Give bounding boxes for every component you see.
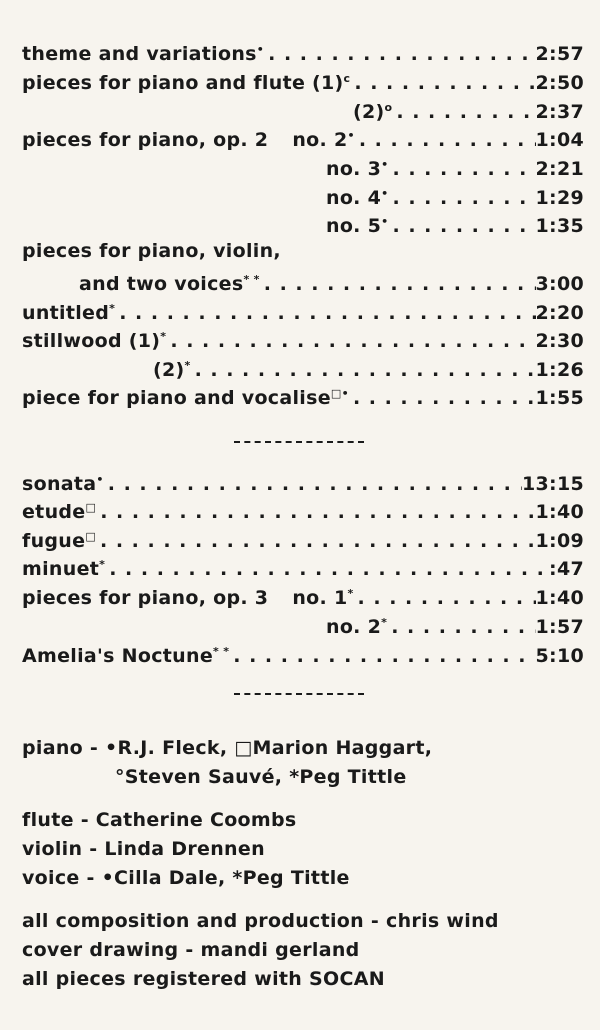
credit-composition: all composition and production - chris wind (22, 910, 499, 932)
performer-mark: • (381, 215, 389, 228)
section-separator (234, 441, 364, 443)
track-row (22, 180, 584, 208)
track-duration: 2:21 (535, 158, 584, 180)
track-title: untitled (22, 302, 110, 324)
performer-mark: * (347, 587, 354, 600)
dot-leader (355, 126, 536, 154)
credit-voice: voice - •Cilla Dale, *Peg Tittle (22, 867, 350, 889)
track-title: no. 2 (326, 616, 382, 638)
track-title: pieces for piano, violin, (22, 240, 281, 262)
track-title: minuet (22, 558, 100, 580)
dot-leader (387, 613, 535, 641)
credit-piano-line2: °Steven Sauvé, *Peg Tittle (115, 766, 407, 788)
track-title: no. 5 (326, 215, 382, 237)
performer-mark: * (109, 302, 116, 315)
performer-mark: • (347, 129, 355, 142)
dot-leader (229, 642, 535, 670)
track-title: pieces for piano and flute (1) (22, 72, 344, 94)
track-duration: 13:15 (522, 473, 584, 495)
track-duration: 2:57 (535, 43, 584, 65)
track-row (22, 352, 584, 380)
performer-mark: • (256, 43, 265, 56)
dot-leader (96, 498, 535, 526)
track-title: theme and variations (22, 43, 257, 65)
performer-mark: * (99, 558, 106, 571)
credit-registration: all pieces registered with SOCAN (22, 968, 385, 990)
track-title: etude (22, 501, 86, 523)
track-row (22, 466, 584, 494)
track-duration: 2:50 (535, 72, 584, 94)
track-title: and two voices (79, 273, 244, 295)
track-row (22, 380, 584, 408)
performer-mark: * (160, 330, 167, 343)
track-row (22, 36, 584, 64)
dot-leader (388, 212, 535, 240)
performer-mark: □• (330, 387, 349, 400)
track-duration: 3:00 (535, 273, 584, 295)
track-row (22, 65, 584, 93)
track-title: no. 3 (326, 158, 382, 180)
track-row (22, 151, 584, 179)
track-title: pieces for piano, op. 3 (22, 587, 269, 609)
track-title: (2) (353, 101, 385, 123)
track-row (22, 323, 584, 351)
track-duration: 1:29 (535, 187, 584, 209)
performer-mark: * * (243, 273, 260, 286)
track-duration: 1:57 (535, 616, 584, 638)
track-title: no. 4 (326, 187, 382, 209)
track-duration: 2:20 (535, 302, 584, 324)
track-row (22, 551, 584, 579)
track-row (22, 638, 584, 666)
track-row (22, 295, 584, 323)
track-row (22, 523, 584, 551)
track-row (22, 208, 584, 236)
track-row (22, 609, 584, 637)
performer-mark: • (96, 473, 104, 486)
track-row (22, 580, 584, 608)
track-duration: 1:40 (535, 587, 584, 609)
section-separator (234, 693, 364, 695)
performer-mark: * (381, 616, 388, 629)
track-subtitle: no. 2 (292, 129, 348, 151)
track-subtitle: no. 1 (292, 587, 348, 609)
performer-mark: * (184, 359, 191, 372)
dot-leader (166, 327, 535, 355)
track-duration: 2:30 (535, 330, 584, 352)
track-duration: :47 (549, 558, 584, 580)
track-duration: 1:09 (535, 530, 584, 552)
credit-piano-line1: piano - •R.J. Fleck, □Marion Haggart, (22, 737, 433, 759)
track-duration: 2:37 (535, 101, 584, 123)
track-row (22, 494, 584, 522)
performer-mark: c (343, 72, 351, 85)
dot-leader (264, 40, 535, 68)
track-title: sonata (22, 473, 97, 495)
track-duration: 1:55 (535, 387, 584, 409)
track-duration: 1:26 (535, 359, 584, 381)
credit-cover: cover drawing - mandi gerland (22, 939, 360, 961)
track-row (22, 266, 584, 294)
performer-mark: o (384, 101, 393, 114)
credit-flute: flute - Catherine Coombs (22, 809, 297, 831)
track-title: stillwood (1) (22, 330, 161, 352)
track-title: (2) (153, 359, 185, 381)
dot-leader (388, 155, 535, 183)
track-duration: 1:35 (535, 215, 584, 237)
dot-leader (105, 555, 549, 583)
track-duration: 1:04 (535, 129, 584, 151)
track-duration: 5:10 (535, 645, 584, 667)
track-title: Amelia's Noctune (22, 645, 214, 667)
dot-leader (349, 384, 536, 412)
dot-leader (350, 69, 535, 97)
performer-mark: □ (85, 530, 97, 543)
dot-leader (354, 584, 536, 612)
credit-violin: violin - Linda Drennen (22, 838, 265, 860)
track-duration: 1:40 (535, 501, 584, 523)
performer-mark: • (381, 158, 389, 171)
track-row (22, 122, 584, 150)
performer-mark: □ (85, 501, 97, 514)
track-title: fugue (22, 530, 86, 552)
track-row (22, 94, 584, 122)
performer-mark: * * (213, 645, 230, 658)
dot-leader (260, 270, 536, 298)
track-title: pieces for piano, op. 2 (22, 129, 269, 151)
performer-mark: • (381, 187, 389, 200)
track-title: piece for piano and vocalise (22, 387, 331, 409)
